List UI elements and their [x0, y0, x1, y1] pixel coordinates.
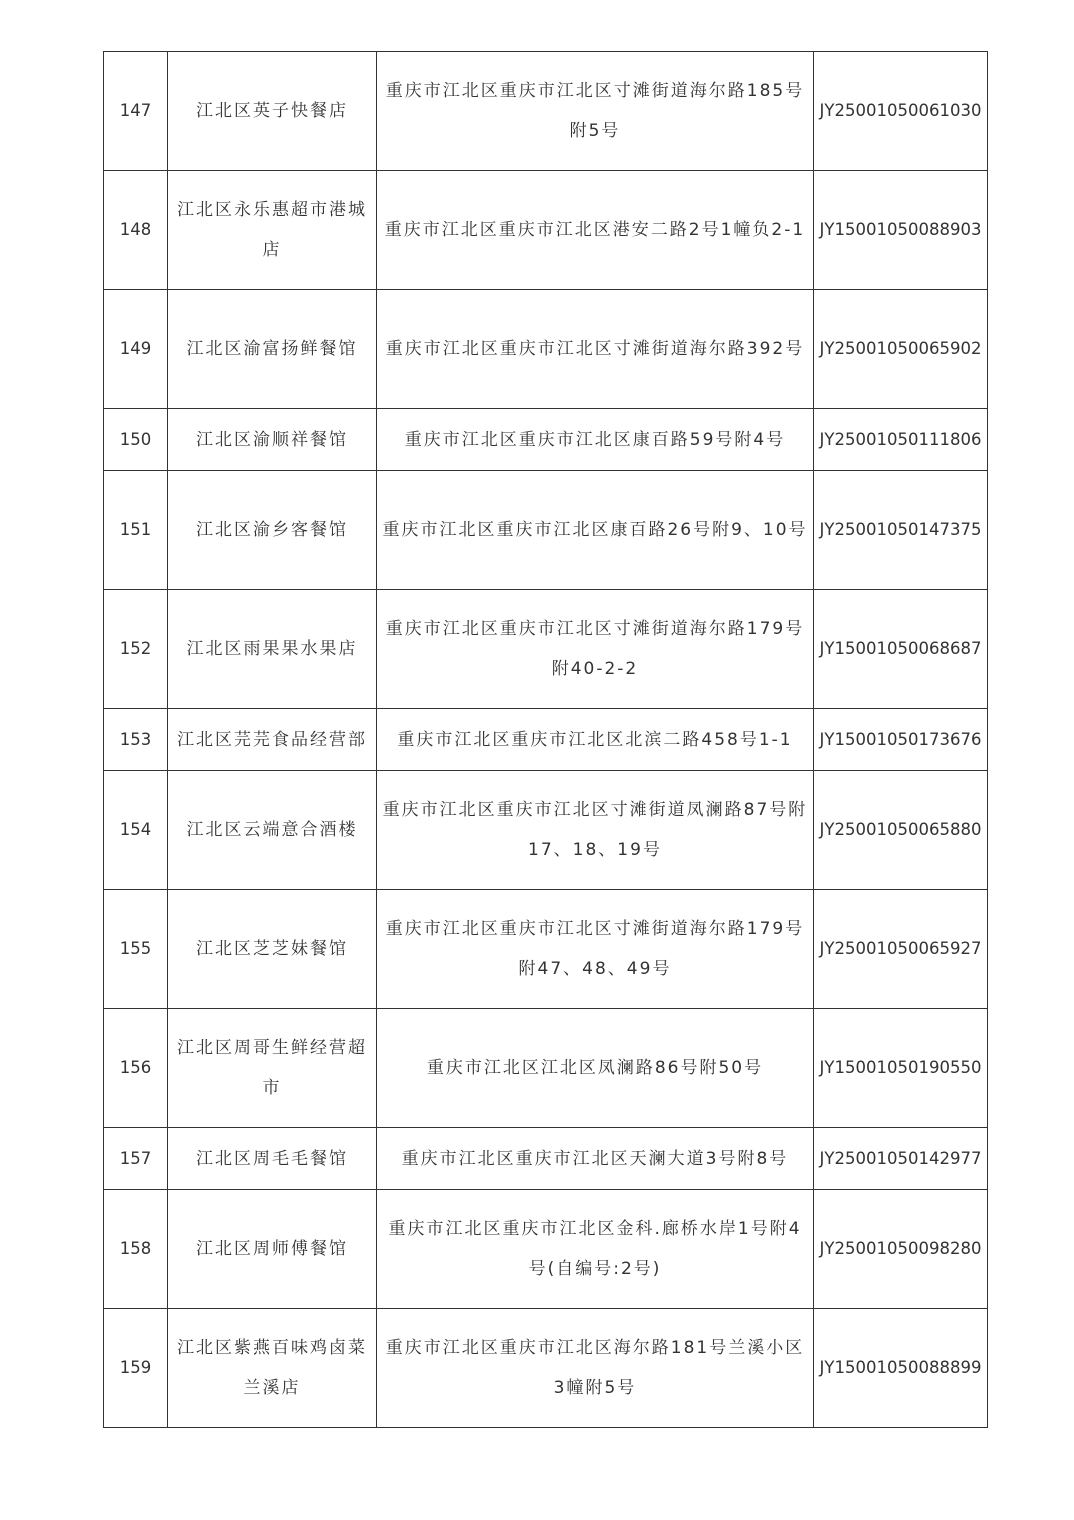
table-row — [104, 1309, 988, 1428]
row-number: 147 — [104, 52, 168, 171]
row-number: 153 — [104, 709, 168, 771]
business-name: 江北区云端意合酒楼 — [168, 771, 377, 890]
table-row — [104, 290, 988, 409]
business-address: 重庆市江北区重庆市江北区康百路26号附9、10号 — [377, 471, 814, 590]
business-address: 重庆市江北区重庆市江北区寸滩街道海尔路392号 — [377, 290, 814, 409]
table-row — [104, 590, 988, 709]
business-name: 江北区芫芫食品经营部 — [168, 709, 377, 771]
row-number: 158 — [104, 1190, 168, 1309]
row-number: 155 — [104, 890, 168, 1009]
table-row — [104, 771, 988, 890]
license-number: JY25001050098280 — [814, 1190, 988, 1309]
business-name: 江北区永乐惠超市港城店 — [168, 171, 377, 290]
business-name: 江北区芝芝妹餐馆 — [168, 890, 377, 1009]
license-number: JY25001050065880 — [814, 771, 988, 890]
business-address: 重庆市江北区重庆市江北区寸滩街道海尔路179号附40-2-2 — [377, 590, 814, 709]
records-table — [103, 51, 988, 1428]
row-number: 152 — [104, 590, 168, 709]
row-number: 149 — [104, 290, 168, 409]
business-address: 重庆市江北区重庆市江北区海尔路181号兰溪小区3幢附5号 — [377, 1309, 814, 1428]
license-number: JY25001050147375 — [814, 471, 988, 590]
business-address: 重庆市江北区重庆市江北区寸滩街道凤澜路87号附17、18、19号 — [377, 771, 814, 890]
business-name: 江北区周哥生鲜经营超市 — [168, 1009, 377, 1128]
table-row — [104, 171, 988, 290]
license-number: JY15001050173676 — [814, 709, 988, 771]
business-name: 江北区周师傅餐馆 — [168, 1190, 377, 1309]
business-name: 江北区渝富扬鲜餐馆 — [168, 290, 377, 409]
license-number: JY25001050061030 — [814, 52, 988, 171]
business-address: 重庆市江北区江北区凤澜路86号附50号 — [377, 1009, 814, 1128]
business-name: 江北区渝乡客餐馆 — [168, 471, 377, 590]
row-number: 150 — [104, 409, 168, 471]
license-number: JY15001050088903 — [814, 171, 988, 290]
table-row — [104, 1009, 988, 1128]
row-number: 151 — [104, 471, 168, 590]
business-address: 重庆市江北区重庆市江北区北滨二路458号1-1 — [377, 709, 814, 771]
license-number: JY25001050065902 — [814, 290, 988, 409]
business-address: 重庆市江北区重庆市江北区港安二路2号1幢负2-1 — [377, 171, 814, 290]
table-row — [104, 471, 988, 590]
business-address: 重庆市江北区重庆市江北区寸滩街道海尔路185号附5号 — [377, 52, 814, 171]
table-row — [104, 890, 988, 1009]
business-address: 重庆市江北区重庆市江北区天澜大道3号附8号 — [377, 1128, 814, 1190]
table-row — [104, 709, 988, 771]
business-name: 江北区渝顺祥餐馆 — [168, 409, 377, 471]
license-number: JY15001050190550 — [814, 1009, 988, 1128]
table-row — [104, 1190, 988, 1309]
business-address: 重庆市江北区重庆市江北区寸滩街道海尔路179号附47、48、49号 — [377, 890, 814, 1009]
business-address: 重庆市江北区重庆市江北区金科.廊桥水岸1号附4号(自编号:2号) — [377, 1190, 814, 1309]
business-name: 江北区雨果果水果店 — [168, 590, 377, 709]
row-number: 156 — [104, 1009, 168, 1128]
business-address: 重庆市江北区重庆市江北区康百路59号附4号 — [377, 409, 814, 471]
license-number: JY15001050068687 — [814, 590, 988, 709]
business-name: 江北区紫燕百味鸡卤菜兰溪店 — [168, 1309, 377, 1428]
records-body — [104, 52, 988, 1428]
table-row — [104, 409, 988, 471]
license-number: JY25001050142977 — [814, 1128, 988, 1190]
table-row — [104, 1128, 988, 1190]
row-number: 159 — [104, 1309, 168, 1428]
table-row — [104, 52, 988, 171]
row-number: 154 — [104, 771, 168, 890]
license-number: JY15001050088899 — [814, 1309, 988, 1428]
row-number: 148 — [104, 171, 168, 290]
license-number: JY25001050065927 — [814, 890, 988, 1009]
row-number: 157 — [104, 1128, 168, 1190]
business-name: 江北区周毛毛餐馆 — [168, 1128, 377, 1190]
business-name: 江北区英子快餐店 — [168, 52, 377, 171]
license-number: JY25001050111806 — [814, 409, 988, 471]
